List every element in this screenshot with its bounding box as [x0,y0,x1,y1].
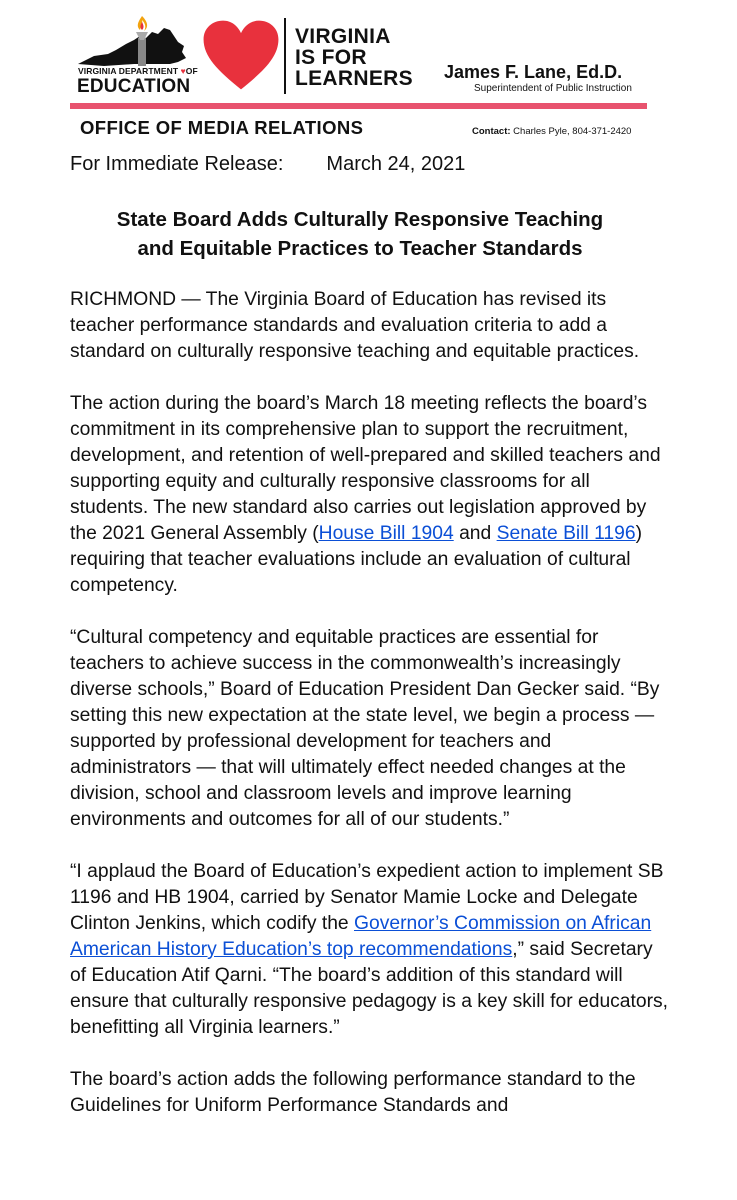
press-release-body [70,287,670,1145]
press-release-headline: State Board Adds Culturally Responsive Teaching and Equitable Practices to Teacher Standards [116,208,604,260]
paragraph-4: “I applaud the Board of Education’s expedient action to implement SB 1196 and HB 1904, carried by Senator Mamie Locke and Delegate Clinton Jenkins, which codify the Governor’s Commission on African American History Education’s top recommendations,” said Secretary of Education Atif Qarni. “The board’s addition of this standard will ensure that culturally responsive pedagogy is a key skill for educators, benefitting all Virginia learners.” [70,861,669,1038]
release-line [70,153,465,176]
virginia-is-for-learners-wordmark: VIRGINIA IS FOR LEARNERS [295,25,413,90]
vdoe-education-wordmark: EDUCATION [77,76,191,97]
vdoe-label: VIRGINIA DEPARTMENT ♥OF [78,66,198,76]
contact-line: Contact: Charles Pyle, 804-371-2420 [472,126,632,137]
paragraph-5: The board’s action adds the following performance standard to the Guidelines for Uniform Performance Standards and [70,1069,636,1116]
governors-commission-link[interactable]: Governor’s Commission on African American History Education’s top recommendations [70,913,652,960]
release-label: For Immediate Release: [70,153,284,175]
senate-bill-1196-link[interactable]: Senate Bill 1196 [496,523,636,544]
paragraph-1: RICHMOND — The Virginia Board of Education has revised its teacher performance standards and evaluation criteria to add a standard on culturally responsive teaching and equitable practices. [70,289,640,362]
heart-icon [202,18,280,92]
house-bill-1904-link[interactable]: House Bill 1904 [318,523,454,544]
superintendent-title: Superintendent of Public Instruction [474,83,632,94]
office-title: OFFICE OF MEDIA RELATIONS [80,117,364,138]
paragraph-2: The action during the board’s March 18 meeting reflects the board’s commitment in its comprehensive plan to support the recruitment, development, and retention of well-prepared and skilled teachers and supporting equity and culturally responsive classrooms for all students. The new standard also carries out legislation approved by the 2021 General Assembly (House Bill 1904 and Senate Bill 1196) requiring that teacher evaluations include an evaluation of cultural competency. [70,393,661,596]
superintendent-name: James F. Lane, Ed.D. [444,62,623,82]
logo-divider [284,18,286,94]
header-rule [70,103,647,109]
letterhead [0,0,737,150]
paragraph-3: “Cultural competency and equitable practices are essential for teachers to achieve success in the commonwealth’s increasingly diverse schools,” Board of Education President Dan Gecker said. “By setting this new expectation at the state level, we begin a process — supported by professional development for teachers and administrators — that will ultimately effect needed changes at the division, school and classroom levels and improve learning environments and outcomes for all of our students.” [70,627,660,830]
release-date: March 24, 2021 [326,153,466,175]
